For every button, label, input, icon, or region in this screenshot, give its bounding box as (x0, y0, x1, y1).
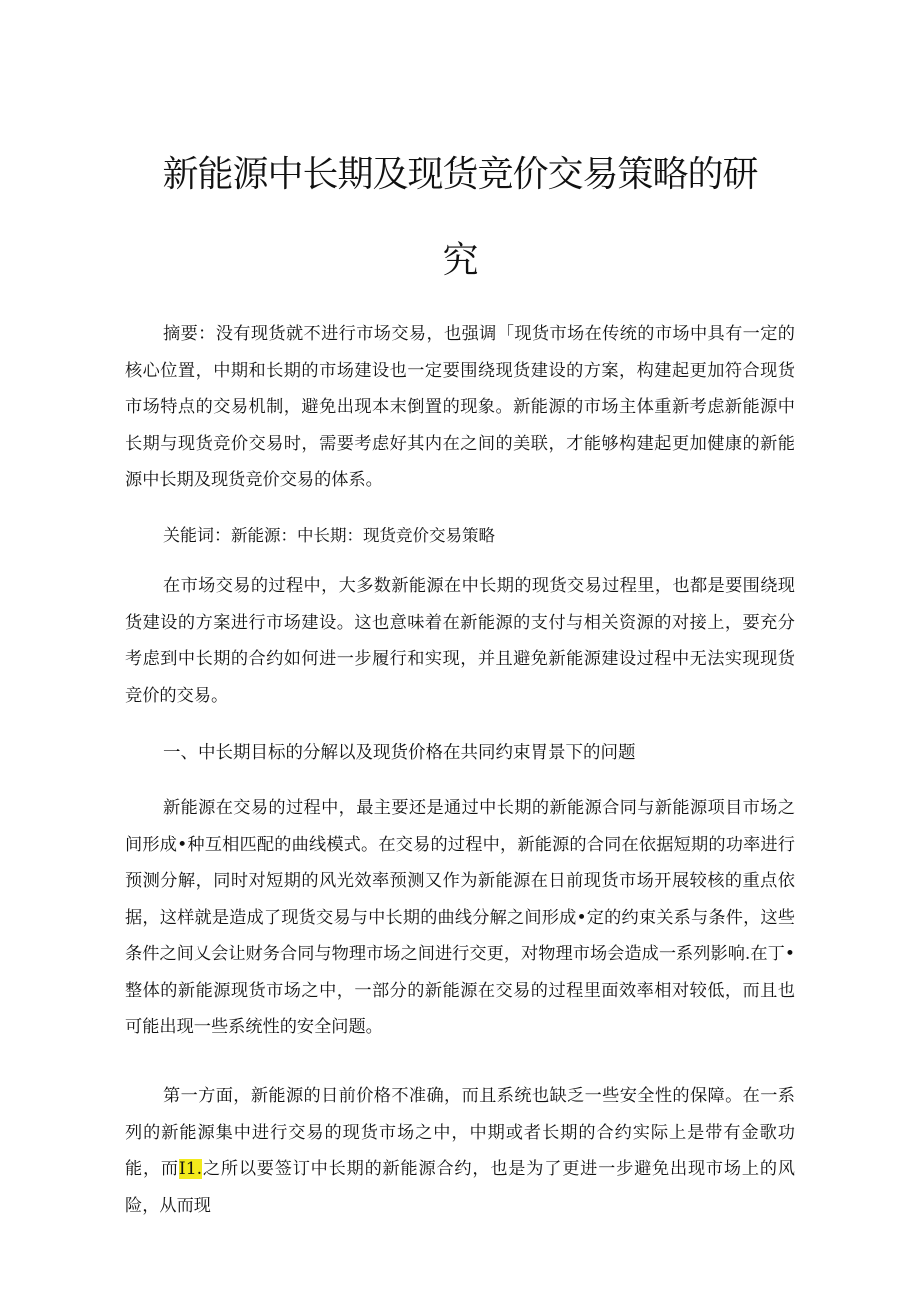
body-paragraph-1: 新能源在交易的过程中，最主要还是通过中长期的新能源合同与新能源项目市场之间形成•种互相匹配的曲线模式。在交易的过程中，新能源的合同在依据短期的功率进行预测分解，同时对短期的风光效率预测又作为新能源在日前现货市场开展较核的重点依据，这样就是造成了现货交易与中长期的曲线分解之间形成•定的约束关系与条件，这些条件之间乂会让财务合同与物理市场之间进行交更，对物理市场会造成一系列影响.在丁•整体的新能源现货市场之中，一部分的新能源在交易的过程里面效率相对较低，而且也可能出现一些系统性的安全问题。 (125, 798, 795, 1037)
keywords-label: 关能词： (163, 526, 231, 546)
body-paragraph-2-text-b: 之所以要签订中长期的新能源合约，也是为了更进一步避免出现市场上的风险，从而现 (125, 1159, 795, 1216)
keywords-line (163, 520, 803, 552)
document-title-line-1: 新能源中长期及现货竞价交易策略的研 (162, 154, 758, 195)
document-title-line-2: 究 (442, 240, 478, 281)
body-paragraph-2 (125, 1078, 795, 1224)
highlighted-text: I1. (178, 1159, 203, 1179)
body-paragraph-2-text-a: 第一方面，新能源的日前价格不准确，而且系统也缺乏一些安全性的保障。在一系列的新能源集中进行交易的现货市场之中，中期或者长期的合约实际上是带有金歌功能，而 (125, 1086, 795, 1179)
keywords-text: 新能源：中长期：现货竞价交易策略 (231, 526, 495, 545)
intro-paragraph: 在市场交易的过程中，大多数新能源在中长期的现货交易过程里，也都是要围绕现货建设的方案进行市场建设。这也意味着在新能源的支付与相关资源的对接上，要充分考虑到中长期的合约如何进一步履行和实现，并且避免新能源建设过程中无法实现现货竞价的交易。 (125, 576, 795, 706)
section-heading: 一、中长期目标的分解以及现货价格在共同约束胃景下的问题 (163, 743, 636, 763)
abstract-paragraph: 摘要：没有现货就不进行市场交易，也强调「现货市场在传统的市场中具有一定的核心位置，中期和长期的市场建设也一定要围绕现货建设的方案，构建起更加符合现货市场特点的交易机制，避免出现本末倒置的现象。新能源的市场主体重新考虑新能源中长期与现货竞价交易时，需要考虑好其内在之间的美联，才能够构建起更加健康的新能源中长期及现货竞价交易的体系。 (125, 324, 795, 490)
